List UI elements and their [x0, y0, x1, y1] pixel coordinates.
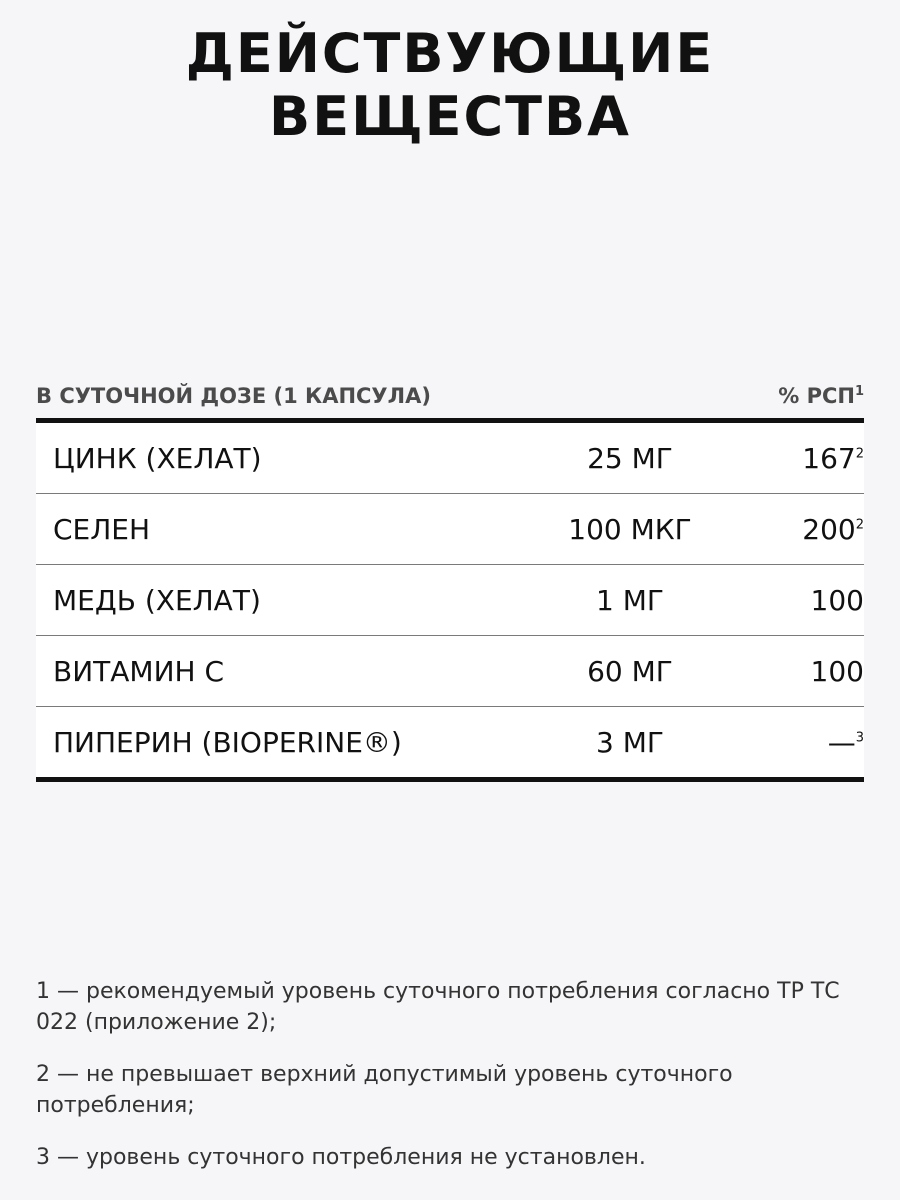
rsp-label: % РСП: [778, 384, 855, 408]
footnote-mark: 2: [855, 446, 864, 462]
ingredient-rsp: $200^2$: [802, 512, 864, 546]
rsp-footnote-mark: 1: [854, 384, 864, 399]
daily-dose-label: В СУТОЧНОЙ ДОЗЕ (1 КАПСУЛА): [36, 384, 431, 408]
footnote-mark: 2: [855, 517, 864, 533]
ingredient-amount: 1 МГ: [596, 583, 664, 617]
active-substances-table: [36, 368, 864, 782]
table-row: [36, 636, 864, 707]
footnote-mark: 3: [855, 730, 864, 746]
table-row: [36, 423, 864, 494]
footnote-2: 2 — не превышает верхний допустимый уровень суточного потребления;: [36, 1062, 733, 1118]
table-row: [36, 707, 864, 782]
footnotes: [36, 976, 866, 1194]
ingredient-rsp: $167^2$: [802, 441, 864, 475]
ingredient-name: СЕЛЕН: [53, 512, 151, 546]
footnote-3: 3 — уровень суточного потребления не установлен.: [36, 1145, 646, 1170]
page-title: ДЕЙСТВУЮЩИЕ ВЕЩЕСТВА: [185, 22, 715, 148]
ingredient-name: ПИПЕРИН (BIOPERINE®): [53, 725, 402, 759]
ingredient-rsp: 100: [810, 654, 864, 688]
rsp-header: [778, 384, 864, 408]
ingredient-name: МЕДЬ (ХЕЛАТ): [53, 583, 261, 617]
ingredient-rsp: —$^3$: [827, 725, 864, 759]
table-header: [36, 368, 864, 423]
ingredient-amount: 3 МГ: [596, 725, 664, 759]
ingredient-amount: 100 МКГ: [568, 512, 692, 546]
ingredient-rsp: 100: [810, 583, 864, 617]
footnote-1: 1 — рекомендуемый уровень суточного потребления согласно ТР ТС 022 (приложение 2);: [36, 979, 840, 1035]
ingredient-name: ВИТАМИН С: [53, 654, 225, 688]
table-row: [36, 565, 864, 636]
ingredient-amount: 25 МГ: [587, 441, 673, 475]
ingredient-amount: 60 МГ: [587, 654, 673, 688]
ingredient-name: ЦИНК (ХЕЛАТ): [53, 441, 262, 475]
table-row: [36, 494, 864, 565]
